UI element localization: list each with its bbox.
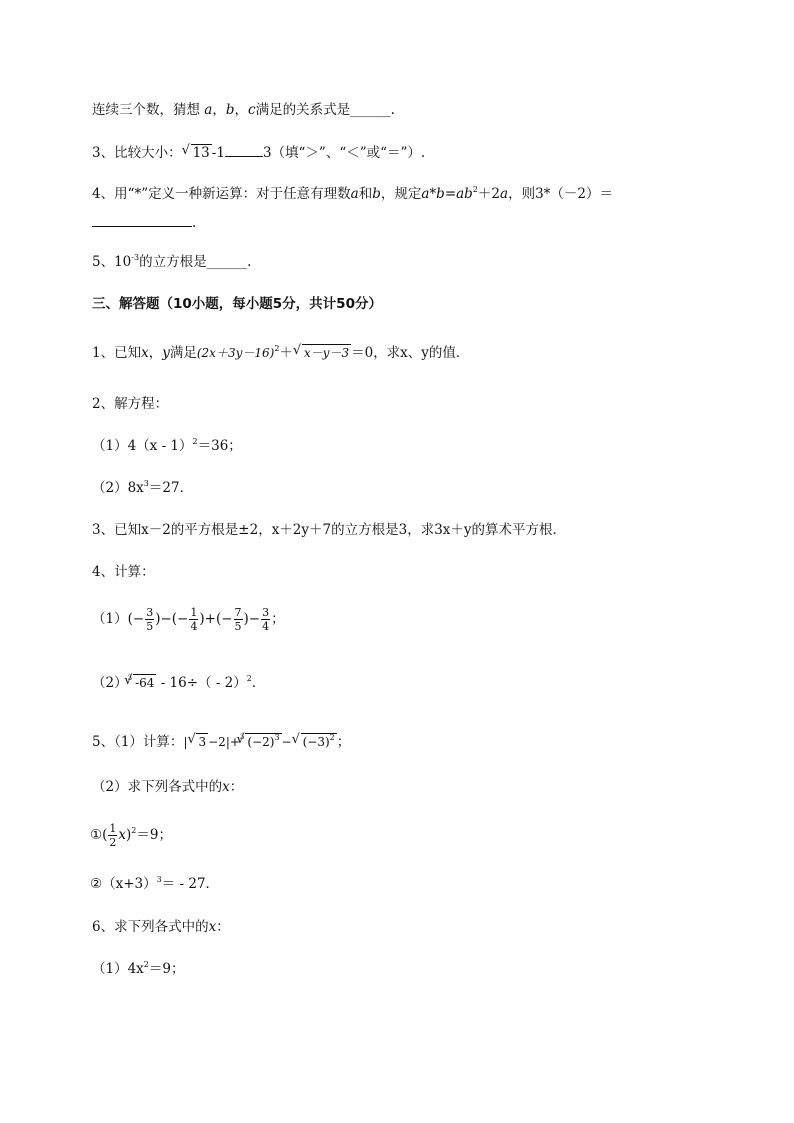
problem-2-part-2: $(2)8x^3=27$．: [92, 479, 194, 496]
answer-blank: [92, 212, 192, 227]
problem-5-case-2: $②(x+3)^3= - 27$．: [90, 875, 220, 892]
problem-6: 6、求下列各式中的x：: [92, 919, 230, 935]
problem-4: 4、计算：: [92, 564, 155, 580]
cube-root: √ -64: [124, 673, 156, 693]
fill-blank-q3: 3、比较大小：√ 13 -1 3（填“＞”、“＜”或“＝”）.: [92, 142, 734, 163]
sqrt-expression: √ x－y－3: [293, 343, 351, 363]
sqrt-13: √ 13: [182, 143, 212, 163]
problem-5-part-1: 5、（1）计算：|√ 3 −2|+$^3$√ $(-2)^3$ −√ $(-3)^2$ ；: [92, 727, 734, 752]
problem-3: 3、已知x－2的平方根是±2，x＋2y＋7的立方根是3，求3x＋y的算术平方根．: [92, 522, 567, 538]
problem-6-part-1: $(1)4x^2=9$；: [92, 960, 185, 977]
problem-4-part-2: $(2)^3√$ -64 - 16÷（ - 2）$^2$．: [92, 668, 734, 693]
fill-blank-q4: 4、用“*”定义一种新运算：对于任意有理数a和b，规定$a*b=ab^2+2a$，则3*（－2）＝: [92, 185, 614, 202]
answer-blank: [225, 142, 263, 157]
section-heading: 三、解答题（10小题，每小题5分，共计50分）: [92, 296, 382, 312]
problem-4-part-1: （1）(− $\frac{3}{5}$ )−(− $\frac{1}{4}$ )+(− $\frac{7}{5}$ )− $\frac{3}{4}$ ；: [92, 606, 285, 633]
problem-2: 2、解方程：: [92, 396, 169, 412]
problem-5-case-1: ①( $\frac{1}{2}$ x)$^2$＝9；: [90, 822, 172, 849]
fill-blank-q5: 5、$10^{-3}$的立方根是______.: [92, 253, 252, 270]
fill-blank-q2-tail: 连续三个数，猜想 a，b，c满足的关系式是______.: [92, 102, 395, 118]
problem-5-part-2: （2）求下列各式中的x：: [92, 779, 244, 795]
problem-1: 1、已知x，y满足$(2x+3y-16)^2+√$ x－y－3 ＝0，求x、y的值．: [92, 343, 734, 363]
problem-2-part-1: （1）4（x - 1）$^2$＝36；: [92, 437, 242, 454]
fill-blank-q4-answer: .: [92, 212, 734, 233]
